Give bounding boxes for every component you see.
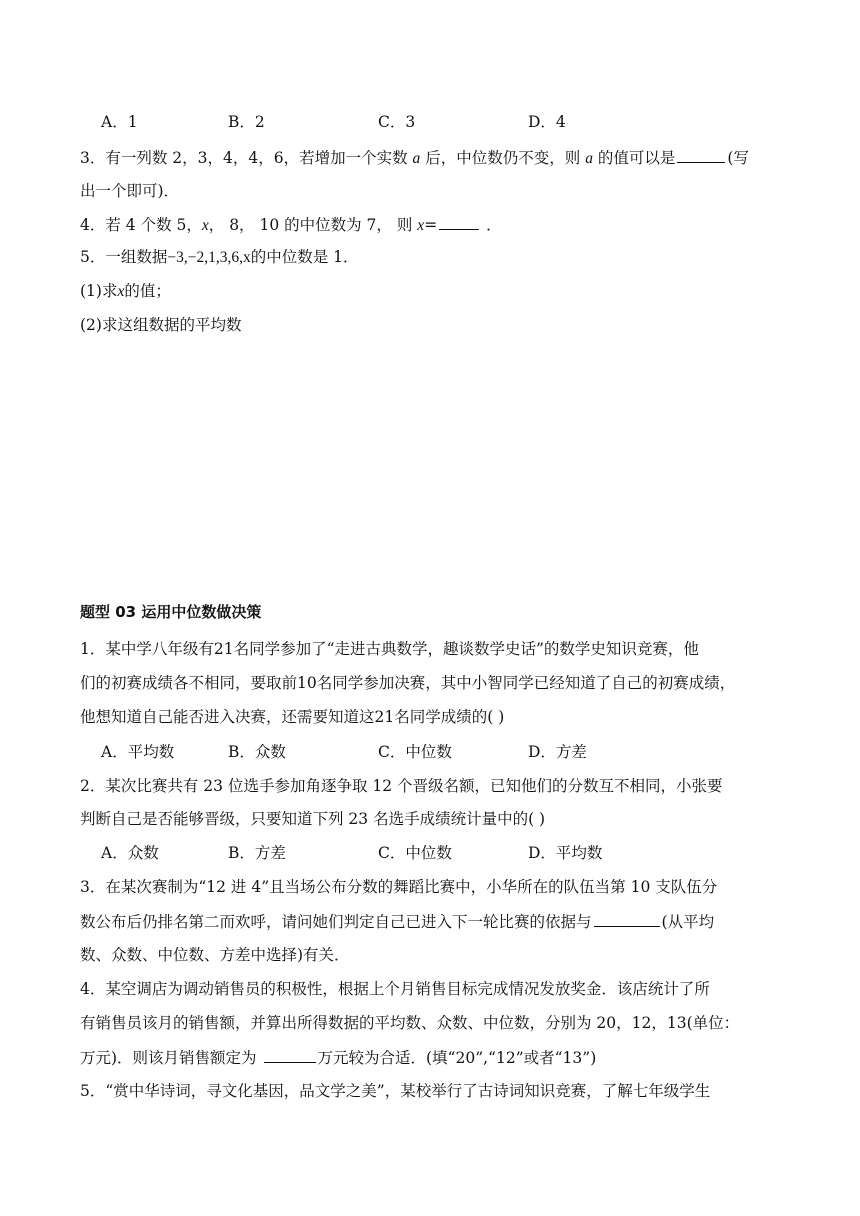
equals-sign: = [424, 216, 438, 234]
text: 3．有一列数 2，3，4，4，6，若增加一个实数 [80, 149, 408, 167]
options-row-prev-q2 [0, 111, 860, 133]
text: 5．一组数据 [80, 248, 168, 266]
s03-q1-line1: 1．某中学八年级有21名同学参加了“走进古典数学，趣谈数学史话”的数学史知识竞赛，他 [80, 640, 699, 658]
s03-q4-line3 [80, 1046, 596, 1069]
s03-q3-line2 [80, 910, 714, 933]
prev-q5-sub2: (2)求这组数据的平均数 [80, 316, 242, 334]
text: 万元较为合适．(填“20”,“12”或者“13”) [317, 1049, 597, 1067]
option-b: B．2 [228, 113, 265, 131]
option-a: A．1 [101, 113, 138, 131]
option-c: C．3 [378, 113, 416, 131]
text: 4．若 4 个数 5， [80, 216, 202, 234]
variable-x: x [117, 283, 125, 300]
option-b: B．方差 [228, 844, 286, 862]
option-a: A．平均数 [101, 743, 175, 761]
prev-q5-line [80, 246, 359, 269]
prev-q5-sub1 [80, 280, 171, 303]
s03-q3-line1: 3．在某次赛制为“12 进 4”且当场公布分数的舞蹈比赛中，小华所在的队伍当第 10 支队伍分 [80, 878, 718, 896]
variable-a: a [585, 150, 593, 167]
s03-q5-line1: 5．“赏中华诗词，寻文化基因，品文学之美”，某校举行了古诗词知识竞赛，了解七年级学生 [80, 1082, 711, 1100]
option-d: D．平均数 [528, 844, 603, 862]
option-c: C．中位数 [378, 844, 452, 862]
answer-blank[interactable] [439, 213, 479, 230]
answer-blank[interactable] [264, 1046, 316, 1063]
prev-q4-line [80, 213, 502, 237]
s03-q4-line2: 有销售员该月的销售额，并算出所得数据的平均数、众数、中位数，分别为 20，12，13(单位： [80, 1014, 740, 1032]
s03-q2-line2: 判断自己是否能够晋级，只要知道下列 23 名选手成绩统计量中的( ) [80, 810, 546, 828]
variable-a: a [412, 150, 421, 167]
option-b: B．众数 [228, 743, 286, 761]
text: 后，中位数仍不变，则 [425, 149, 581, 167]
variable-x: x [417, 217, 425, 234]
option-a: A．众数 [101, 844, 159, 862]
text: 万元)．则该月销售额定为 [80, 1049, 257, 1067]
text: 的中位数是 1． [250, 248, 359, 266]
section-heading: 题型 03 运用中位数做决策 [80, 603, 262, 621]
option-c: C．中位数 [378, 743, 452, 761]
text: ． [486, 216, 502, 234]
option-d: D．4 [528, 113, 566, 131]
answer-blank[interactable] [594, 910, 660, 927]
options-row-s03-q1 [0, 741, 860, 763]
s03-q1-line2: 们的初赛成绩各不相同，要取前10名同学参加决赛，其中小智同学已经知道了自己的初赛成绩， [80, 674, 736, 692]
s03-q3-line3: 数、众数、中位数、方差中选择)有关． [80, 946, 350, 964]
option-d: D．方差 [528, 743, 587, 761]
text: ， 8， 10 的中位数为 7， 则 [208, 216, 413, 234]
s03-q2-line1: 2．某次比赛共有 23 位选手参加角逐争取 12 个晋级名额，已知他们的分数互不相同，小张要 [80, 777, 723, 795]
prev-q3-line1 [80, 146, 749, 170]
s03-q1-line3: 他想知道自己能否进入决赛，还需要知道这21名同学成绩的( ) [80, 708, 505, 726]
prev-q3-line2: 出一个即可)． [80, 182, 180, 200]
text: (1)求 [80, 282, 118, 300]
text: 的值； [124, 282, 171, 300]
variable-x: x [201, 217, 209, 234]
options-row-s03-q2 [0, 842, 860, 864]
text: 数公布后仍排名第二而欢呼，请问她们判定自己已进入下一轮比赛的依据与 [80, 913, 592, 931]
answer-blank[interactable] [677, 146, 725, 163]
data-list: −3,−2,1,3,6,x [167, 249, 251, 266]
s03-q4-line1: 4．某空调店为调动销售员的积极性，根据上个月销售目标完成情况发放奖金．该店统计了所 [80, 980, 710, 998]
text: (从平均 [661, 913, 715, 931]
text: (写 [727, 149, 749, 167]
text: 的值可以是 [597, 149, 676, 167]
